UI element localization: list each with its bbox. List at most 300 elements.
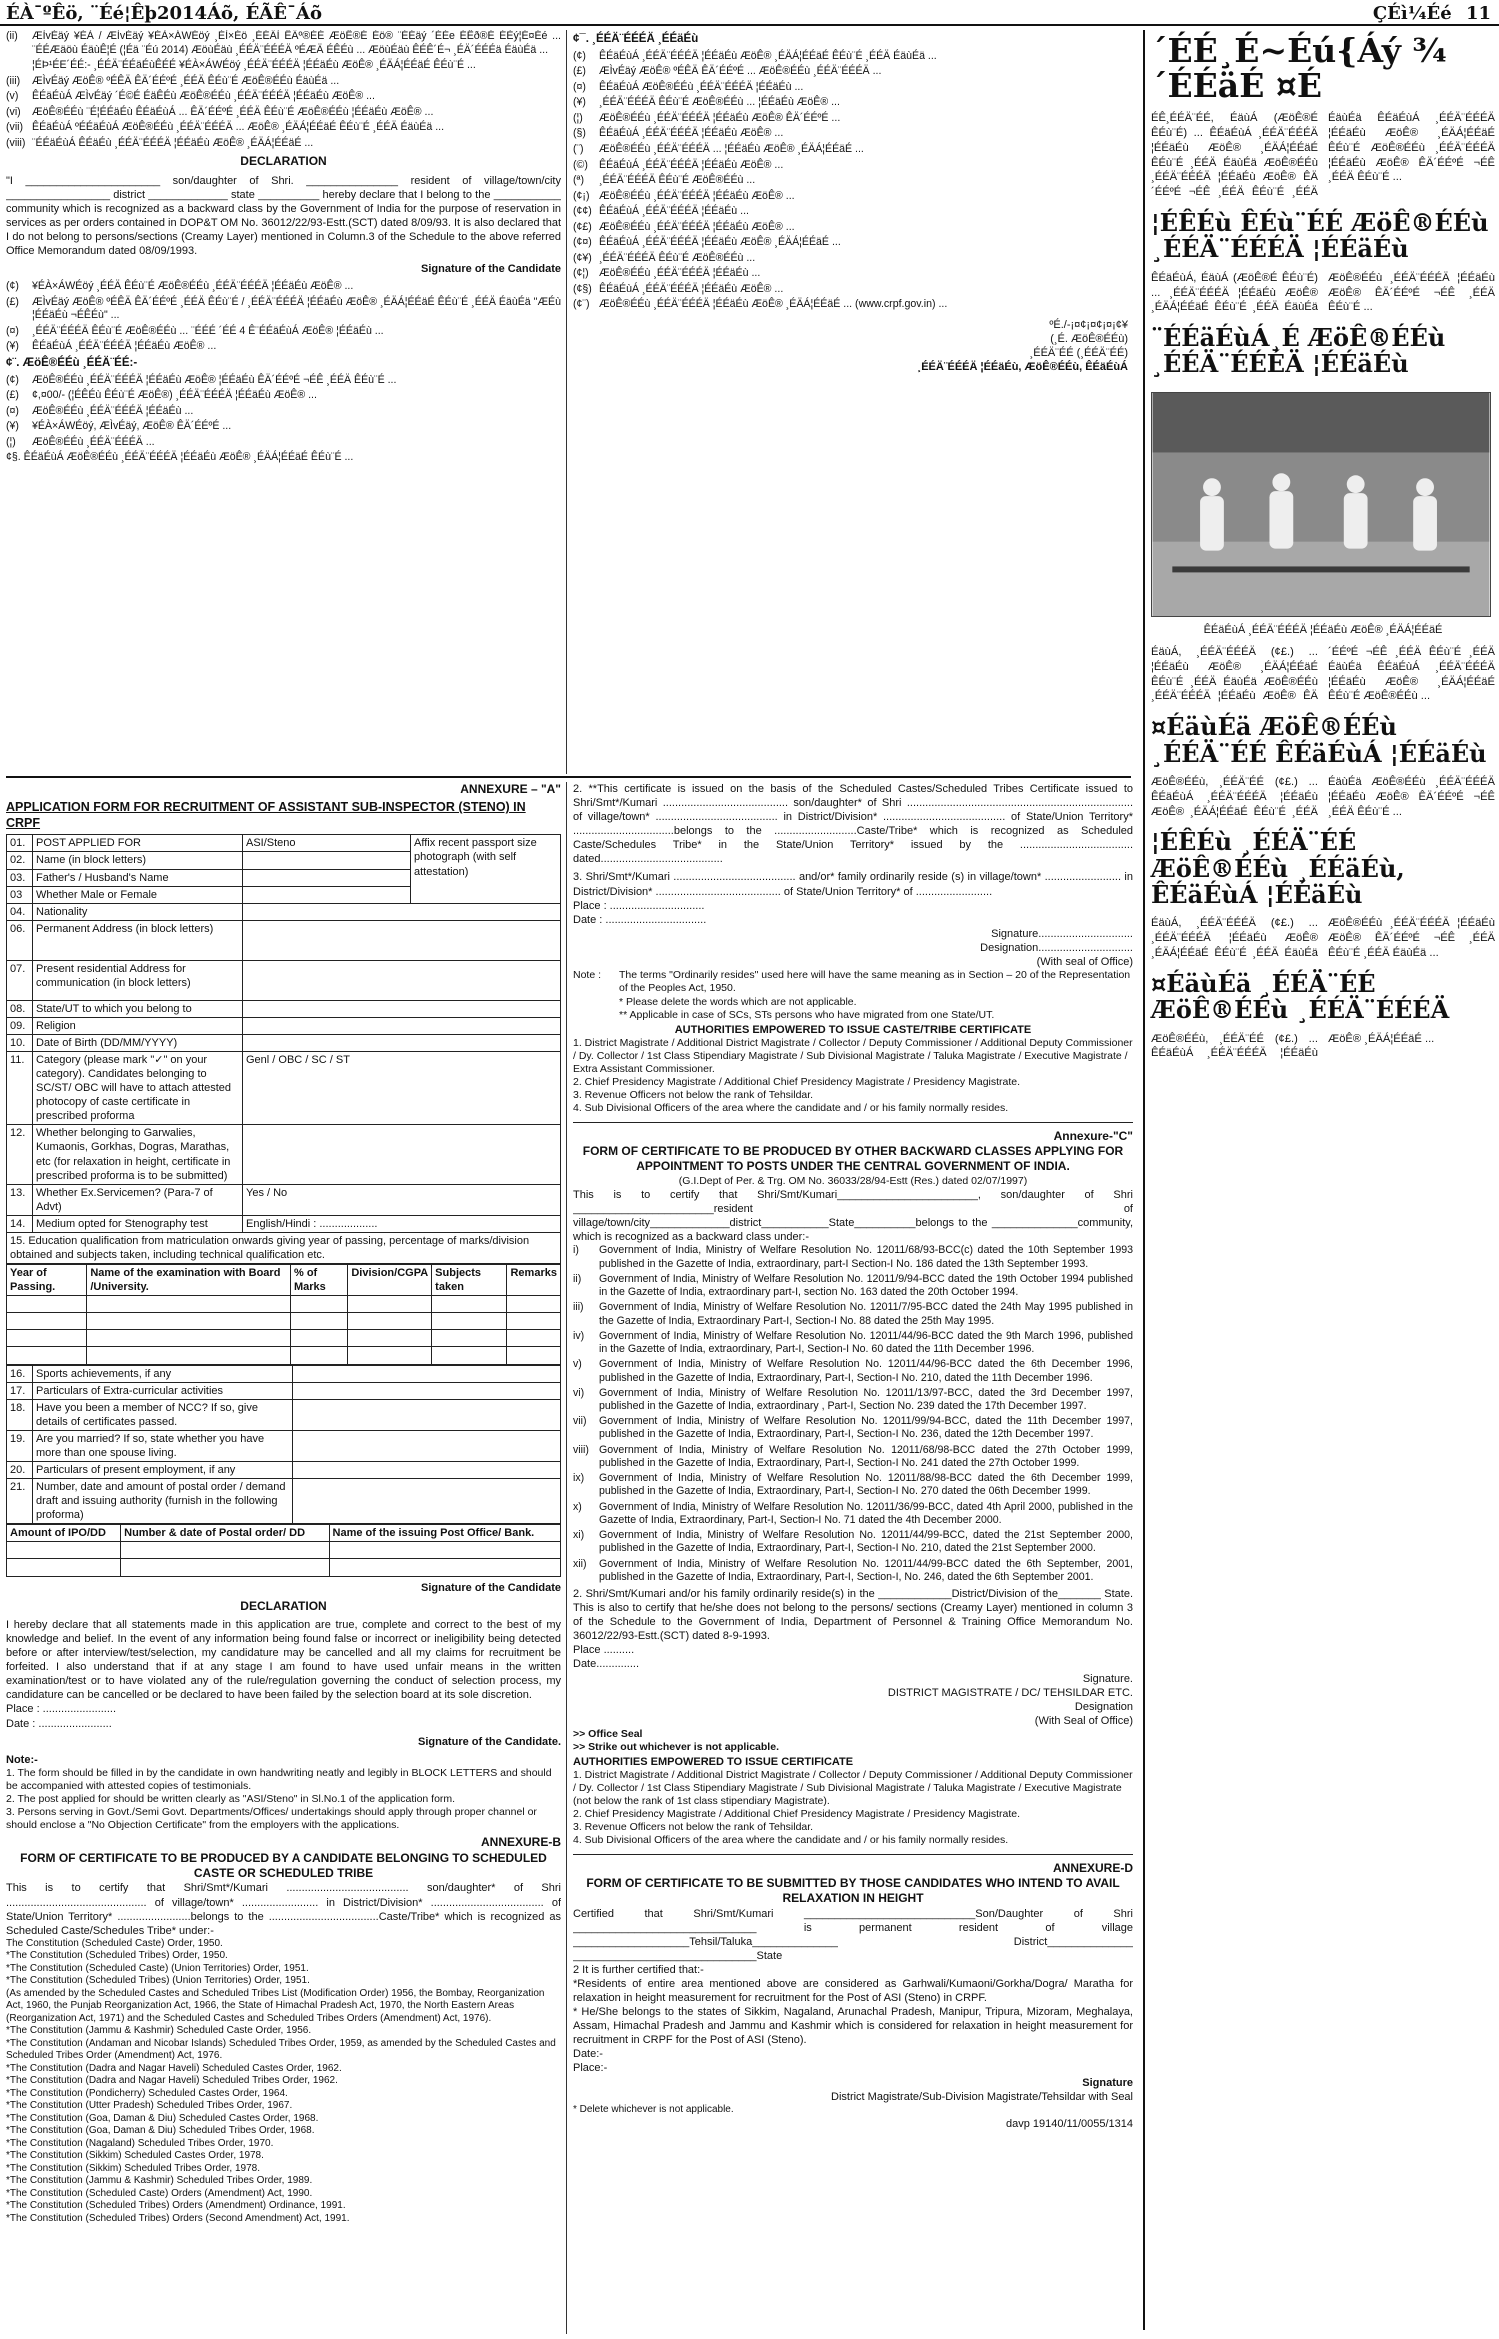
header-date-title: ÉÀ¯ºÊö, ¨Éé¦Êþ2014Áõ, ÉÃÊ¯Áõ [6, 3, 322, 24]
form-row [7, 1399, 561, 1430]
cert-signature: Signature............................... [991, 927, 1133, 940]
form-row-value[interactable] [293, 1382, 561, 1399]
section-15-title: ¢¨. ÆöÊ®ÉÉù ¸ÉÉÄ¨ÉÉ:- [6, 357, 138, 370]
education-cell[interactable] [432, 1296, 507, 1313]
education-cell[interactable] [348, 1347, 432, 1364]
resolution-item [573, 1501, 1133, 1527]
form-row-label: Whether Ex.Servicemen? (Para-7 of Advt) [33, 1184, 243, 1215]
general-info-item [573, 65, 1128, 79]
notice-column-1 [6, 30, 561, 774]
notice-item-text: ¸ÉÉÄ¨ÉÉÉÄ ÊÉù¨É ÆöÊ®ÉÉù ... ¨ÉÉÉ ´ÉÉ 4 Ê¨ÉÉäÉùÁ ÆöÊ® ¦ÉÉäÉù ... [32, 324, 384, 337]
education-cell[interactable] [348, 1313, 432, 1330]
form-row-value[interactable] [293, 1462, 561, 1479]
form-row-num: 08. [7, 1000, 33, 1017]
resolution-item [573, 1301, 1133, 1327]
ipo-cell[interactable] [121, 1542, 329, 1559]
resolution-item-num: viii) [573, 1443, 589, 1456]
education-cell[interactable] [291, 1330, 348, 1347]
annexure-c-place: Place .......... [573, 1644, 635, 1657]
form-row-value[interactable]: Genl / OBC / SC / ST [243, 1051, 561, 1124]
form-row-value[interactable]: English/Hindi : ................... [243, 1215, 561, 1232]
resolution-item-text: Government of India, Ministry of Welfare Resolution No. 12011/44/99-BCC dated the 6th September, 2001, published in the Gazette of India, Extraordinary, Part-I, Section-I, No. 246, dated the 6th September 2001. [599, 1557, 1133, 1583]
annexure-b-title: FORM OF CERTIFICATE TO BE PRODUCED BY A CANDIDATE BELONGING TO SCHEDULED CASTE OR SCHEDULED TRIBE [20, 1850, 547, 1881]
form-row-value[interactable] [293, 1430, 561, 1461]
form-row [7, 1017, 561, 1034]
constitution-order: *The Constitution (Utter Pradesh) Scheduled Tribes Order, 1967. [6, 2100, 293, 2112]
general-info-item-num: (¦) [573, 111, 583, 124]
form-title: APPLICATION FORM FOR RECRUITMENT OF ASSISTANT SUB-INSPECTOR (STENO) IN CRPF [6, 800, 526, 831]
notice-item-num: (vii) [6, 121, 24, 134]
general-info-item-num: (¢£) [573, 220, 592, 233]
resolution-item-text: Government of India, Ministry of Welfare Resolution No. 12011/88/98-BCC dated the 6th December 1999, published in the Gazette of India, Extraordinary, Part-I, Section-I No. 270 dated the 06th December 1999. [599, 1472, 1133, 1498]
general-info-item-text: ÊÉäÉùÁ ¸ÉÉÄ¨ÉÉÉÄ ¦ÉÉäÉù ÆöÊ® ¸ÉÄÁ¦ÉÉäÉ ÊÉù¨É ¸ÉÉÄ ÉäùÉä ... [599, 49, 937, 62]
ipo-row [7, 1559, 561, 1576]
education-header: Name of the examination with Board /University. [87, 1265, 291, 1296]
constitution-order: *The Constitution (Scheduled Caste) (Union Territories) Order, 1951. [6, 1962, 309, 1974]
resolution-item-num: x) [573, 1500, 582, 1513]
general-info-item [573, 252, 1128, 266]
cert-para-2: 2. **This certificate is issued on the basis of the Scheduled Castes/Scheduled Tribes Certificate issued to Shri/Smt*/Kumari ......................................... son/daughter* of Shri .......................................................................... of village/town* ........................................ in District/Division* ........................................ of State/Union Territory* .................................belongs to the ...........................Caste/Tribe* which is recognized as Scheduled Caste/Schedules Tribe* in the State/Union Territory* issued by the ..................................... dated........................................ [573, 783, 1133, 866]
resolution-item [573, 1558, 1133, 1584]
general-info-item-text: ÊÉäÉùÁ ¸ÉÉÄ¨ÉÉÉÄ ¦ÉÉäÉù ÆöÊ® ... [599, 158, 784, 171]
constitution-order: *The Constitution (Sikkim) Scheduled Castes Order, 1978. [6, 2150, 264, 2162]
education-cell[interactable] [87, 1347, 291, 1364]
form-row-num: 03 [7, 886, 33, 903]
ipo-table [6, 1524, 561, 1576]
education-row [7, 1296, 561, 1313]
notice-item-text: ¨ÉÉäÉùÁ ÊÉäÉù ¸ÉÉÄ¨ÉÉÉÄ ¦ÉÉäÉù ÆöÊ® ¸ÉÄÁ¦ÉÉäÉ ... [32, 136, 314, 149]
fee-item-text: ÆöÊ®ÉÉù ¸ÉÉÄ¨ÉÉÉÄ ¦ÉÉäÉù ... [32, 404, 194, 417]
headline-1: ´ÉÉ¸É~Éú{Áý ¾´ÉÉäÉ ¤É [1151, 31, 1447, 105]
education-header-row [7, 1265, 561, 1296]
form-row-value[interactable] [243, 1017, 561, 1034]
education-cell[interactable] [507, 1330, 561, 1347]
general-info-item [573, 96, 1128, 110]
general-info-item [573, 81, 1128, 95]
form-row-num: 13. [7, 1184, 33, 1215]
constitution-order: *The Constitution (Sikkim) Scheduled Tribes Order, 1978. [6, 2162, 261, 2174]
signature-label: Signature of the Candidate [421, 263, 561, 276]
annexure-c-title: FORM OF CERTIFICATE TO BE PRODUCED BY OTHER BACKWARD CLASSES APPLYING FOR APPOINTMENT TO POSTS UNDER THE CENTRAL GOVERNMENT OF INDIA. [582, 1143, 1124, 1174]
form-row-label: Sports achievements, if any [33, 1365, 293, 1382]
signature-candidate-2: Signature of the Candidate. [417, 1735, 561, 1748]
story-1-body: ÉÊ¸ÉÉÄ¨ÉÉ, ÉäùÁ (ÆöÊ®É ÊÉù¨É) ... ÊÉäÉùÁ ¸ÉÉÄ¨ÉÉÉÄ ¦ÉÉäÉù ÆöÊ® ¸ÉÄÁ¦ÉÉäÉ ÊÉù¨É ¸ÉÉÄ ÉäùÉä ÆöÊ®ÉÉù ¸ÉÉÄ¨ÉÉÉÄ ¦ÉÉäÉù ÆöÊ® ÊÄ´ÉÉºÉ ¬ÉÊ ¸ÉÉÄ ÊÉù¨É ¸ÉÉÄ ÉäùÉä ÊÉäÉùÁ ¸ÉÉÄ¨ÉÉÉÄ ¦ÉÉäÉù ÆöÊ® ¸ÉÄÁ¦ÉÉäÉ ÊÉù¨É ÆöÊ®ÉÉù ¸ÉÉÄ¨ÉÉÉÄ ¦ÉÉäÉù ÆöÊ® ÊÄ´ÉÉºÉ ¬ÉÊ ¸ÉÉÄ ÊÉù¨É ... [1151, 112, 1495, 199]
general-info-item [573, 283, 1128, 297]
education-cell[interactable] [348, 1330, 432, 1347]
note-line: ** Applicable in case of SCs, STs persons who have migrated from one State/UT. [619, 1009, 995, 1022]
notice-item [6, 30, 561, 57]
news-column [1143, 30, 1495, 2330]
authority-item: 3. Revenue Officers not below the rank of Tehsildar. [573, 1089, 814, 1102]
form-row-label: Nationality [33, 903, 243, 920]
declaration-text: "I ______________________ son/daughter of Shri. _______________ resident of village/town/city _________________ district _____________ state __________ hereby declare that I belong to the ___________ community which is recognized as a backward class by the Government of India for the purpose of reservation in services as per orders contained in DOP&T OM No. 36012/22/93-Estt.(SCT) dated 8/09/93. It is also declared that I do not belong to persons/sections (Creamy Layer) mentioned in Column.3 of the Schedule to the above referred Office Memorandum dated 08/09/1993. [6, 174, 561, 258]
story-2-body: ÊÉäÉùÁ, ÉäùÁ (ÆöÊ®É ÊÉù¨É) ... ¸ÉÉÄ¨ÉÉÉÄ ¦ÉÉäÉù ÆöÊ® ¸ÉÄÁ¦ÉÉäÉ ÊÉù¨É ¸ÉÉÄ ÉäùÉä ÆöÊ®ÉÉù ¸ÉÉÄ¨ÉÉÉÄ ¦ÉÉäÉù ÆöÊ® ÊÄ´ÉÉºÉ ¬ÉÊ ¸ÉÉÄ ÊÉù¨É ... [1151, 271, 1495, 314]
form-row-num: 14. [7, 1215, 33, 1232]
ipo-cell[interactable] [7, 1559, 121, 1576]
general-info-item [573, 221, 1128, 235]
notice-item-num: (vi) [6, 105, 21, 118]
fee-item [6, 405, 561, 419]
general-info-item-text: ÆöÊ®ÉÉù ¸ÉÉÄ¨ÉÉÉÄ ¦ÉÉäÉù ÆöÊ® ... [599, 189, 795, 202]
form-row [7, 1462, 561, 1479]
education-cell[interactable] [291, 1313, 348, 1330]
general-info-item-num: (¢¡) [573, 189, 590, 202]
form-row-num: 20. [7, 1462, 33, 1479]
form-row-label: Number, date and amount of postal order / demand draft and issuing authority (furnish in the following proforma) [33, 1479, 293, 1524]
form-row-label: Particulars of Extra-curricular activities [33, 1382, 293, 1399]
general-info-item [573, 267, 1128, 281]
auth2-list [573, 1769, 1133, 1848]
fee-item [6, 389, 561, 403]
general-info-item-text: ÆÌvÉäý ÆöÊ® ºÉÊÄ ÊÄ´ÉÉºÉ ... ÆöÊ®ÉÉù ¸ÉÉÄ¨ÉÉÉÄ ... [599, 65, 882, 78]
general-info-item [573, 190, 1128, 204]
notice-item-num: (¥) [6, 340, 19, 353]
fee-item-num: (¤) [6, 404, 19, 417]
form-row-label: Date of Birth (DD/MM/YYYY) [33, 1034, 243, 1051]
form-row [7, 1215, 561, 1232]
general-info-item [573, 50, 1128, 64]
column-divider [566, 30, 567, 774]
cert-designation: Designation............................... [980, 941, 1133, 954]
form-row [7, 920, 561, 960]
form-top [6, 834, 561, 1233]
ipo-cell[interactable] [329, 1542, 560, 1559]
story-5-body: ÉäùÁ, ¸ÉÉÄ¨ÉÉÉÄ (¢£.) ... ¸ÉÉÄ¨ÉÉÉÄ ¦ÉÉäÉù ÆöÊ® ¸ÉÄÁ¦ÉÉäÉ ÊÉù¨É ¸ÉÉÄ ÉäùÉä ÆöÊ®ÉÉù ¸ÉÉÄ¨ÉÉÉÄ ¦ÉÉäÉù ÆöÊ® ÊÄ´ÉÉºÉ ¬ÉÊ ¸ÉÉÄ ÊÉù¨É ¸ÉÉÄ ÉäùÉä ... [1151, 917, 1495, 960]
row-15: 15. Education qualification from matriculation onwards giving year of passing, percentage of marks/division obtained and subjects taken, including technical qualification etc. [6, 1233, 561, 1264]
sign-department: ¸ÉÉÄ¨ÉÉÉÄ ¦ÉÉäÉù, ÆöÊ®ÉÉù, ÊÉäÉùÁ [917, 361, 1128, 374]
notice-item [6, 296, 561, 323]
education-cell[interactable] [7, 1330, 87, 1347]
form-row-value[interactable]: Yes / No [243, 1184, 561, 1215]
resolution-item [573, 1529, 1133, 1555]
form-row-num: 18. [7, 1399, 33, 1430]
fee-item-num: (¢) [6, 373, 19, 386]
form-row [7, 1051, 561, 1124]
annexure-c-ref: (G.I.Dept of Per. & Trg. OM No. 36033/28/94-Estt (Res.) dated 02/07/1997) [678, 1174, 1028, 1187]
form-row-label: Religion [33, 1017, 243, 1034]
notice-item-num: (ii) [6, 30, 18, 42]
resolution-item-num: iii) [573, 1301, 584, 1314]
general-info-item-num: (¢¨) [573, 298, 590, 311]
section-divider [6, 776, 1131, 778]
general-info-item-text: ÊÉäÉùÁ ¸ÉÉÄ¨ÉÉÉÄ ¦ÉÉäÉù ÆöÊ® ¸ÉÄÁ¦ÉÉäÉ ... [599, 236, 841, 249]
form-table-2 [6, 1365, 561, 1525]
education-cell[interactable] [432, 1313, 507, 1330]
form-row-value[interactable] [243, 920, 561, 960]
form-row-value[interactable] [293, 1365, 561, 1382]
resolution-item-num: vii) [573, 1415, 587, 1428]
form-row-label: Particulars of present employment, if any [33, 1462, 293, 1479]
resolution-item [573, 1273, 1133, 1299]
form-row-num: 16. [7, 1365, 33, 1382]
annexure-d-p4: * He/She belongs to the states of Sikkim, Nagaland, Arunachal Pradesh, Manipur, Tripura, Mizoram, Meghalaya, Assam, Himachal Pradesh and Jammu and Kashmir which is considered for relaxation in height measurement for recruitment in CRPF for the Post of ASI (Steno). [573, 2006, 1133, 2047]
resolution-item-num: ii) [573, 1272, 582, 1285]
notice-item [6, 340, 561, 354]
sign-ref: ºÉ./-¡¤¢¡¤¢¡¤¡¢¥ [1049, 319, 1128, 332]
general-info-item-num: (¢¥) [573, 251, 592, 264]
form-row [7, 1000, 561, 1017]
education-header: Remarks [507, 1265, 561, 1296]
form-row [7, 960, 561, 1000]
ipo-cell[interactable] [121, 1559, 329, 1576]
note-lines [619, 969, 1133, 1023]
resolution-item-num: iv) [573, 1329, 585, 1342]
annexure-c-dm: DISTRICT MAGISTRATE / DC/ TEHSILDAR ETC. [887, 1686, 1133, 1699]
application-form-column [6, 782, 561, 2334]
general-info-item-text: ÆöÊ®ÉÉù ¸ÉÉÄ¨ÉÉÉÄ ... ¦ÉÉäÉù ÆöÊ® ¸ÉÄÁ¦ÉÉäÉ ... [599, 143, 864, 155]
sign-name: (¸É. ÆöÊ®ÉÉù) [1050, 333, 1128, 346]
general-info-item-text: ÆöÊ®ÉÉù ¸ÉÉÄ¨ÉÉÉÄ ¦ÉÉäÉù ... [599, 267, 761, 280]
resolution-item [573, 1387, 1133, 1413]
education-cell[interactable] [291, 1347, 348, 1364]
item-16: ¢§. ÊÉäÉùÁ ÆöÊ®ÉÉù ¸ÉÉÄ¨ÉÉÉÄ ¦ÉÉäÉù ÆöÊ® ¸ÉÄÁ¦ÉÉäÉ ÊÉù¨É ... [6, 451, 354, 464]
ipo-cell[interactable] [7, 1542, 121, 1559]
general-info-item-text: ÊÉäÉùÁ ÆöÊ®ÉÉù ¸ÉÉÄ¨ÉÉÉÄ ¦ÉÉäÉù ... [599, 80, 804, 93]
annexure-d-label: ANNEXURE-D [1052, 1860, 1133, 1875]
notes-list [6, 1767, 561, 1833]
education-cell[interactable] [507, 1347, 561, 1364]
constitution-order: *The Constitution (Scheduled Tribes) Orders (Amendment) Ordinance, 1991. [6, 2200, 346, 2212]
fee-item-num: (¥) [6, 420, 19, 433]
education-cell[interactable] [87, 1313, 291, 1330]
constitution-order: *The Constitution (Jammu & Kashmir) Scheduled Tribes Order, 1989. [6, 2175, 313, 2187]
notice-column-2 [573, 30, 1128, 774]
ipo-header: Number & date of Postal order/ DD [121, 1525, 329, 1542]
note-label: Note : [573, 969, 602, 982]
form-row-num: 07. [7, 960, 33, 1000]
notice-item [6, 137, 561, 151]
general-info-item-text: ÆöÊ®ÉÉù ¸ÉÉÄ¨ÉÉÉÄ ¦ÉÉäÉù ÆöÊ® ... [599, 220, 795, 233]
general-info-item-num: (¨) [573, 143, 584, 155]
note-item: 3. Persons serving in Govt./Semi Govt. Departments/Offices/ undertakings should apply through proper channel or should enclose a "No Objection Certificate" from the employers with the applications. [6, 1806, 537, 1832]
note-line: The terms "Ordinarily resides" used here will have the same meaning as in Section – 20 of the Representation of the Peoples Act, 1950. [619, 969, 1131, 995]
notice-item-text: ÊÉäÉùÁ ÆÌvÉäý ´É©É ÉäÊÉù ÆöÊ®ÉÉù ¸ÉÉÄ¨ÉÉÉÄ ¦ÉÉäÉù ÆöÊ® ... [32, 90, 375, 103]
form-row [7, 1430, 561, 1461]
form-row-value[interactable] [243, 1034, 561, 1051]
form-row-value[interactable]: ASI/Steno [243, 835, 411, 852]
education-cell[interactable] [87, 1296, 291, 1313]
form-declaration-text: I hereby declare that all statements made in this application are true, complete and correct to the best of my knowledge and belief. In the event of any information being found false or incorrect or ineligibility being detected before or after interview/test/selection, my candidature may be cancelled and all my claims for recruitment be forfeited. I also understand that if at any stage I am found to have used unfair means in the written examination/test or to have violated any of the rule/regulation governing the conduct of selection process, my candidature can be cancelled or be declared to have been failed by the selection board at its sole discretion. [6, 1619, 561, 1702]
notice-item-num: (viii) [6, 136, 26, 149]
form-row-value[interactable] [243, 852, 411, 869]
form-declaration-title: DECLARATION [240, 1598, 327, 1613]
resolution-item [573, 1415, 1133, 1441]
general-info-item-num: (¢¤) [573, 236, 592, 249]
declaration-title: DECLARATION [240, 154, 327, 169]
dance-photo [1151, 392, 1491, 617]
notice-item-num: (iii) [6, 74, 21, 87]
education-cell[interactable] [507, 1296, 561, 1313]
headline-2: ¦ÉÊÉù ÊÉù¨ÉÉ ÆöÊ®ÉÉù ¸ÉÉÄ¨ÉÉÉÄ ¦ÉÉäÉù [1151, 207, 1489, 264]
form-row-label: Present residential Address for communication (in block letters) [33, 960, 243, 1000]
general-info-item [573, 236, 1128, 250]
fee-item [6, 420, 561, 434]
resolution-item-text: Government of India, Ministry of Welfare Resolution No. 12011/99/94-BCC, dated the 11th December 1997, published in the Gazette of India, Extraordinary, Part-I, Section-I No. 236, dated the 12th December 1997. [599, 1415, 1133, 1441]
constitution-order: *The Constitution (Pondicherry) Scheduled Castes Order, 1964. [6, 2087, 288, 2099]
section-19-title: ¢¯. ¸ÉÉÄ¨ÉÉÉÄ ¸ÉÉäÉù [573, 33, 699, 45]
signature-candidate: Signature of the Candidate [421, 1581, 561, 1594]
general-info-item-num: (¥) [573, 96, 586, 109]
general-info-item [573, 174, 1128, 188]
form-row [7, 1382, 561, 1399]
education-cell[interactable] [7, 1296, 87, 1313]
form-row-value[interactable] [293, 1479, 561, 1524]
page-number: 11 [1465, 3, 1491, 24]
form-row [7, 1125, 561, 1184]
general-info-item-text: ÆöÊ®ÉÉù ¸ÉÉÄ¨ÉÉÉÄ ¦ÉÉäÉù ÆöÊ® ÊÄ´ÉÉºÉ ... [599, 111, 841, 124]
resolution-item-text: Government of India, Ministry of Welfare Resolution No. 12011/68/98-BCC dated the 27th October 1999, published in the Gazette of India, Extraordinary, Part-I, Section-I No. 241 dated the 27th October 1999. [599, 1443, 1133, 1469]
fee-item-text: ¥ÉÀ×ÁWÉöý, ÆÌvÉäý, ÆöÊ® ÊÄ´ÉÉºÉ ... [32, 420, 232, 433]
form-row-num: 02. [7, 852, 33, 869]
general-info-item-num: (¤) [573, 80, 586, 93]
notice-item-num [6, 59, 28, 73]
annexure-d-p2: 2 It is further certified that:- [573, 1963, 704, 1976]
cert-date: Date : ................................. [573, 913, 707, 926]
annexure-c-date: Date.............. [573, 1658, 640, 1671]
form-row-value[interactable] [243, 869, 411, 886]
education-header: Division/CGPA [348, 1265, 432, 1296]
education-header: Subjects taken [432, 1265, 507, 1296]
form-row-value[interactable] [243, 886, 411, 903]
education-cell[interactable] [87, 1330, 291, 1347]
constitution-order: *The Constitution (Scheduled Tribes) Order, 1950. [6, 1950, 228, 1962]
resolution-item-text: Government of India, Ministry of Welfare Resolution No. 12011/9/94-BCC dated the 19th October 1994 published in the Gazette of India, extraordinary part-I, section No. 163 dated the 20th October 1994. [599, 1272, 1133, 1299]
education-cell[interactable] [291, 1296, 348, 1313]
general-info-item-num: (ª) [573, 174, 584, 187]
constitution-order: *The Constitution (Scheduled Tribes) (Union Territories) Order, 1951. [6, 1975, 310, 1987]
general-info-item-num: (§) [573, 127, 586, 140]
form-row-label: Are you married? If so, state whether you have more than one spouse living. [33, 1430, 293, 1461]
resolution-item [573, 1444, 1133, 1470]
resolution-item-text: Government of India, Ministry of Welfare Resolution No. 12011/68/93-BCC(c) dated the 10th September 1993 published in the Gazette of India, extraordinary, part-I Section-I No. 186 dated the 13th September 1993. [599, 1244, 1133, 1270]
education-cell[interactable] [507, 1313, 561, 1330]
form-row-value[interactable] [243, 960, 561, 1000]
general-info-item-text: ¸ÉÉÄ¨ÉÉÉÄ ÊÉù¨É ÆöÊ®ÉÉù ... [599, 174, 756, 187]
constitution-order: *The Constitution (Scheduled Tribes) Orders (Second Amendment) Act, 1991. [6, 2212, 350, 2224]
ipo-row [7, 1542, 561, 1559]
delete-note: * Delete whichever is not applicable. [573, 2103, 734, 2115]
annexure-b-label: ANNEXURE-B [480, 1835, 561, 1850]
notice-item-num: (v) [6, 90, 19, 103]
general-info-item-num: (¢¢) [573, 205, 592, 218]
annexure-b-body: This is to certify that Shri/Smt*/Kumari ........................................ son/daughter* of Shri .............................................. of village/town* ......................... in District/Division* ..................................... of State/Union Territory* ........................belongs to the ....................................Caste/Tribe* which is recognized as Scheduled Caste/Schedules Tribe* under:- [6, 1882, 561, 1937]
notice-item [6, 325, 561, 339]
note-item: 2. The post applied for should be written clearly as "ASI/Steno" in Sl.No.1 of the application form. [6, 1793, 456, 1806]
form-row-value[interactable] [243, 1125, 561, 1184]
general-info-item-num: (£) [573, 65, 586, 78]
education-row [7, 1347, 561, 1364]
separator [573, 1122, 1133, 1123]
constitution-orders [6, 1938, 561, 2226]
general-info-item-num: (¢¦) [573, 267, 589, 280]
annexure-c-desig: Designation [1074, 1700, 1133, 1713]
annexure-c-para2: 2. Shri/Smt/Kumari and/or his family ordinarily reside(s) in the ____________District/Division of the_______ State. This is also to certify that he/she does not belong to the persons/ sections (Creamy Layer) mentioned in column 3 of the Schedule to the Government of India, Department of Personnel & Training Office Memorandum No. 36012/22/93-Estt.(SCT) dated 8-9-1993. [573, 1588, 1133, 1643]
form-row-label: POST APPLIED FOR [33, 835, 243, 852]
photo-placeholder: Affix recent passport size photograph (with self attestation) [411, 835, 561, 903]
form-row-label: Have you been a member of NCC? If so, give details of certificates passed. [33, 1399, 293, 1430]
education-cell[interactable] [348, 1296, 432, 1313]
form-row-value[interactable] [293, 1399, 561, 1430]
general-info-item-text: ÊÉäÉùÁ ¸ÉÉÄ¨ÉÉÉÄ ¦ÉÉäÉù ... [599, 205, 749, 218]
general-info-item-num: (©) [573, 158, 588, 171]
constitution-order: *The Constitution (Goa, Daman & Diu) Scheduled Tribes Order, 1968. [6, 2125, 315, 2137]
annexure-d-sig2: District Magistrate/Sub-Division Magistrate/Tehsildar with Seal [831, 2090, 1133, 2103]
form-date: Date : ........................ [6, 1717, 112, 1730]
education-row [7, 1313, 561, 1330]
fee-item-num: (£) [6, 389, 19, 402]
form-row-label: Name (in block letters) [33, 852, 243, 869]
form-row [7, 1479, 561, 1524]
form-row-num: 01. [7, 835, 33, 852]
notice-item-text: ¥ÉÀ×ÁWÉöý ¸ÉÉÄ ÊÉù¨É ÆöÊ®ÉÉù ¸ÉÉÄ¨ÉÉÉÄ ¦ÉÉäÉù ÆöÊ® ... [32, 280, 354, 293]
form-row-num: 06. [7, 920, 33, 960]
constitution-order: (As amended by the Scheduled Castes and Scheduled Tribes List (Modification Order) 1956, the Bombay, Reorganization Act, 1960, the Punjab Reorganization Act, 1966, the State of Himachal Pradesh Act, 1970, the North Eastern Areas (Reorganization Act, 1971) and the Scheduled Castes and Scheduled Tribes Orders (Amendment) Act, 1976). [6, 1987, 545, 2024]
education-cell[interactable] [432, 1330, 507, 1347]
education-cell[interactable] [432, 1347, 507, 1364]
authority-item: 2. Chief Presidency Magistrate / Additional Chief Presidency Magistrate / Presidency Magistrate. [573, 1076, 1021, 1089]
form-row-num: 19. [7, 1430, 33, 1461]
ipo-cell[interactable] [329, 1559, 560, 1576]
ipo-header-row [7, 1525, 561, 1542]
notice-item-text: ÆöÊ®ÉÉù ¨É¦ÉÉäÉù ÊÉäÉùÁ ... ÊÄ´ÉÉºÉ ¸ÉÉÄ ÊÉù¨É ÆöÊ®ÉÉù ¦ÉÉäÉù ÆöÊ® ... [32, 105, 434, 118]
fee-item [6, 436, 561, 450]
general-info-item-num: (¢§) [573, 282, 592, 295]
education-cell[interactable] [7, 1313, 87, 1330]
note-line: * Please delete the words which are not applicable. [619, 995, 857, 1008]
office-seal: >> Office Seal [573, 1727, 643, 1740]
form-row [7, 1365, 561, 1382]
constitution-order: *The Constitution (Dadra and Nagar Haveli) Scheduled Castes Order, 1962. [6, 2062, 342, 2074]
annexure-d-title: FORM OF CERTIFICATE TO BE SUBMITTED BY THOSE CANDIDATES WHO INTEND TO AVAIL RELAXATION IN HEIGHT [586, 1875, 1120, 1906]
form-row-num: 09. [7, 1017, 33, 1034]
fee-item-text: ÆöÊ®ÉÉù ¸ÉÉÄ¨ÉÉÉÄ ¦ÉÉäÉù ÆöÊ® ¦ÉÉäÉù ÊÄ´ÉÉºÉ ¬ÉÊ ¸ÉÉÄ ÊÉù¨É ... [32, 373, 397, 386]
note-item: 1. The form should be filled in by the candidate in own handwriting neatly and legibly in BLOCK LETTERS and should be accompanied with attested copies of testimonials. [6, 1766, 552, 1792]
general-info-item-num: (¢) [573, 49, 586, 62]
general-info-item [573, 112, 1128, 126]
col1-items2 [6, 280, 561, 354]
general-info-item-text: ¸ÉÉÄ¨ÉÉÉÄ ÊÉù¨É ÆöÊ®ÉÉù ... ¦ÉÉäÉù ÆöÊ® ... [599, 96, 840, 109]
form-row-num: 04. [7, 903, 33, 920]
education-header: % of Marks [291, 1265, 348, 1296]
notice-item [6, 121, 561, 135]
form-row-num: 10. [7, 1034, 33, 1051]
headline-6: ¤ÉäùÉä ¸ÉÉÄ¨ÉÉ ÆöÊ®ÉÉù ¸ÉÉÄ¨ÉÉÉÄ [1151, 968, 1450, 1025]
education-cell[interactable] [7, 1347, 87, 1364]
masthead-name: ÇÉì¼Éé [1372, 3, 1452, 24]
story-3-body: ÉäùÁ, ¸ÉÉÄ¨ÉÉÉÄ (¢£.) ... ¦ÉÉäÉù ÆöÊ® ¸ÉÄÁ¦ÉÉäÉ ÊÉù¨É ¸ÉÉÄ ÉäùÉä ÆöÊ®ÉÉù ¸ÉÉÄ¨ÉÉÉÄ ¦ÉÉäÉù ÆöÊ® ÊÄ´ÉÉºÉ ¬ÉÊ ¸ÉÉÄ ÊÉù¨É ¸ÉÉÄ ÉäùÉä ÊÉäÉùÁ ¸ÉÉÄ¨ÉÉÉÄ ¦ÉÉäÉù ÆöÊ® ¸ÉÄÁ¦ÉÉäÉ ÊÉù¨É ÆöÊ®ÉÉù ... [1151, 646, 1495, 703]
fee-item [6, 374, 561, 388]
cert-place: Place : ............................... [573, 899, 705, 912]
form-row-num: 11. [7, 1051, 33, 1124]
sign-designation: ¸ÉÉÄ¨ÉÉ (¸ÉÉÄ¨ÉÉ) [1029, 347, 1128, 360]
annexure-c-label: Annexure-"C" [1053, 1128, 1133, 1143]
form-row-value[interactable] [243, 903, 561, 920]
constitution-order: *The Constitution (Jammu & Kashmir) Scheduled Caste Order, 1956. [6, 2025, 312, 2037]
headline-3: ¨ÉÉäÉùÁ¸É ÆöÊ®ÉÉù ¸ÉÉÄ¨ÉÉÉÄ ¦ÉÉäÉù [1151, 323, 1446, 379]
general-info-item [573, 127, 1128, 141]
general-info-item-text: ÆöÊ®ÉÉù ¸ÉÉÄ¨ÉÉÉÄ ¦ÉÉäÉù ÆöÊ® ¸ÉÄÁ¦ÉÉäÉ ... (www.crpf.gov.in) ... [599, 298, 948, 311]
resolution-item-text: Government of India, Ministry of Welfare Resolution No. 12011/36/99-BCC, dated 4th April 2000, published in the Gazette of India, Extraordinary, Part-I, Section-I No. 71 dated the 4th December 2000. [599, 1500, 1133, 1526]
story-4-body: ÆöÊ®ÉÉù, ¸ÉÉÄ¨ÉÉ (¢£.) ... ÊÉäÉùÁ ¸ÉÉÄ¨ÉÉÉÄ ¦ÉÉäÉù ÆöÊ® ¸ÉÄÁ¦ÉÉäÉ ÊÉù¨É ¸ÉÉÄ ÉäùÉä ÆöÊ®ÉÉù ¸ÉÉÄ¨ÉÉÉÄ ¦ÉÉäÉù ÆöÊ® ÊÄ´ÉÉºÉ ¬ÉÊ ¸ÉÉÄ ÊÉù¨É ... [1151, 775, 1495, 818]
annexure-d-body: Certified that Shri/Smt/Kumari ____________________________Son/Daughter of Shri ______________________________ is permanent resident of village ___________________Tehsil/Taluka______________ District______________ ______________________________State [573, 1907, 1133, 1962]
col2-items [573, 50, 1128, 312]
form-row-value[interactable] [243, 1000, 561, 1017]
header-masthead [1373, 2, 1491, 25]
cert-seal: (With seal of Office) [1036, 955, 1133, 968]
resolution-item-text: Government of India, Ministry of Welfare Resolution No. 12011/44/96-BCC dated the 6th December 1996, published in the Gazette of India, Extraordinary, Part-I, Section-I No. 210, dated the 11th December 1996. [599, 1358, 1133, 1384]
strike-note: >> Strike out whichever is not applicable. [573, 1741, 779, 1754]
constitution-order: *The Constitution (Dadra and Nagar Haveli) Scheduled Tribes Order, 1962. [6, 2075, 338, 2087]
